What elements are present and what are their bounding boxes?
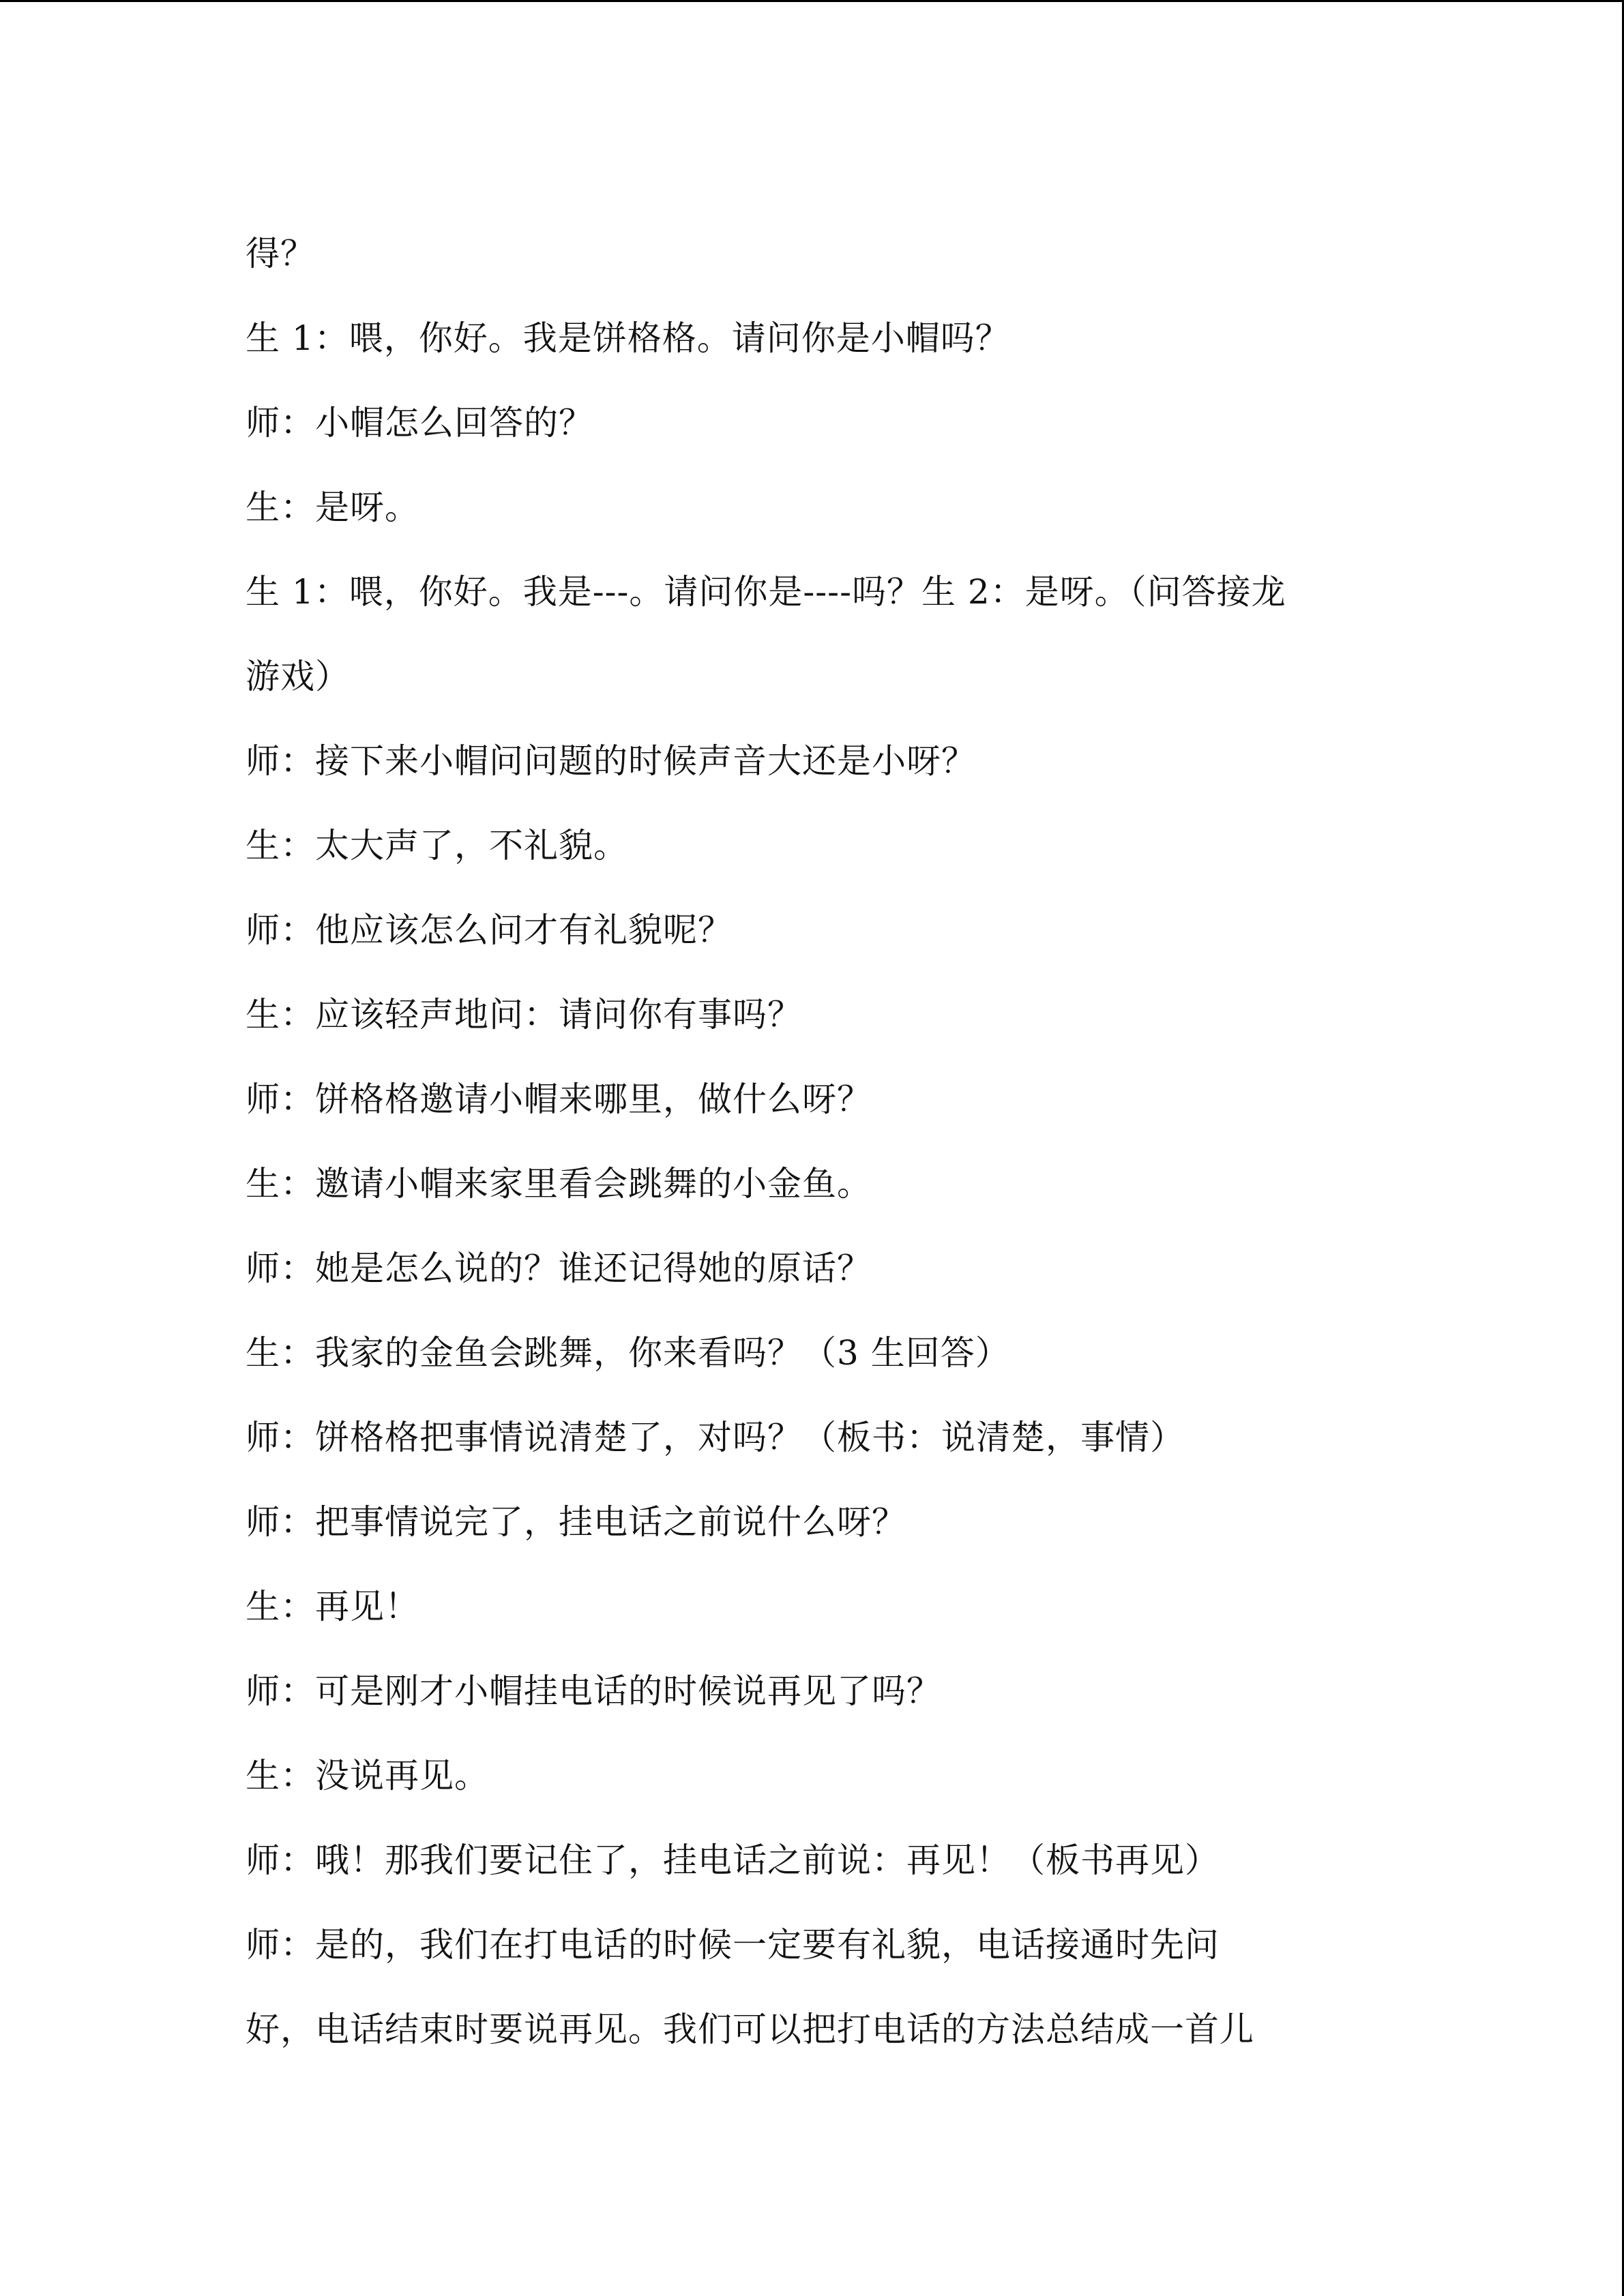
text-line: 生 1：喂，你好。我是饼格格。请问你是小帽吗？	[246, 318, 1010, 358]
text-line: 生：我家的金鱼会跳舞，你来看吗？（3 生回答）	[246, 1333, 1010, 1373]
text-line: 生 1：喂，你好。我是---。请问你是----吗？生 2：是呀。（问答接龙	[246, 572, 1286, 612]
text-line: 生：应该轻声地问：请问你有事吗？	[246, 995, 802, 1034]
text-line: 生：没说再见。	[246, 1756, 489, 1795]
text-line: 师：饼格格把事情说清楚了，对吗？（板书：说清楚，事情）	[246, 1418, 1185, 1457]
text-line: 得？	[246, 234, 315, 273]
text-line: 师：接下来小帽问问题的时候声音大还是小呀？	[246, 741, 976, 781]
text-line: 生：再见！	[246, 1587, 419, 1626]
text-line: 师：把事情说完了，挂电话之前说什么呀？	[246, 1502, 906, 1542]
text-line: 师：是的，我们在打电话的时候一定要有礼貌，电话接通时先问	[246, 1925, 1220, 1965]
text-line: 生：邀请小帽来家里看会跳舞的小金鱼。	[246, 1164, 872, 1204]
text-line: 师：他应该怎么问才有礼貌呢？	[246, 910, 733, 950]
text-line: 生：太大声了，不礼貌。	[246, 826, 628, 865]
text-line: 师：哦！那我们要记住了，挂电话之前说：再见！（板书再见）	[246, 1840, 1220, 1880]
text-line: 师：小帽怎么回答的？	[246, 403, 593, 443]
page-top-border	[0, 0, 1624, 2]
text-line: 师：可是刚才小帽挂电话的时候说再见了吗？	[246, 1671, 941, 1711]
text-line: 师：她是怎么说的？谁还记得她的原话？	[246, 1249, 872, 1288]
document-body	[246, 211, 1391, 2072]
text-line: 生：是呀。	[246, 488, 419, 527]
text-line: 师：饼格格邀请小帽来哪里，做什么呀？	[246, 1079, 872, 1119]
text-line: 好，电话结束时要说再见。我们可以把打电话的方法总结成一首儿	[246, 2010, 1254, 2049]
text-line: 游戏）	[246, 657, 350, 696]
